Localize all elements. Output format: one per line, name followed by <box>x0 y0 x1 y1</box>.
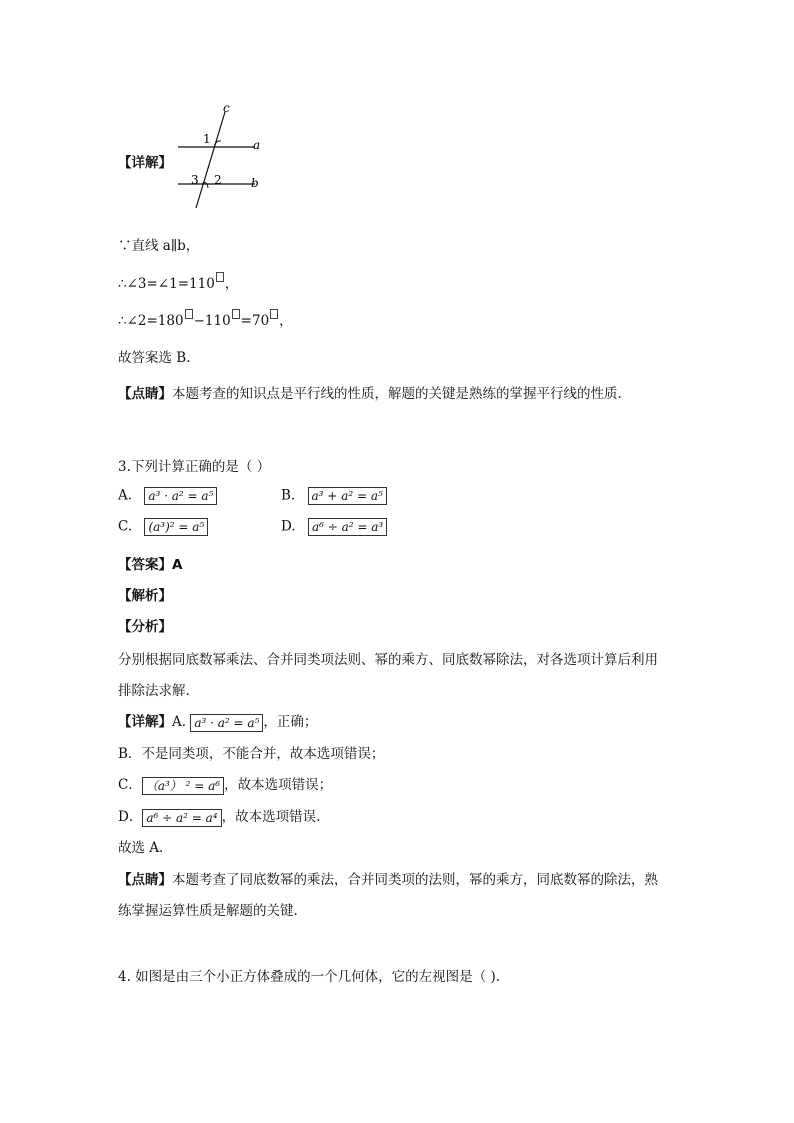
option-b <box>281 487 387 505</box>
option-d-label: D. <box>281 518 296 535</box>
detail-label-q2: 【详解】 <box>118 155 172 171</box>
solution-line-4: 故答案选 B. <box>118 350 191 366</box>
detail-b: B．不是同类项，不能合并，故本选项错误； <box>118 746 385 762</box>
fenxi-text-line-2: 排除法求解. <box>118 683 190 699</box>
detail-d-prefix: D． <box>118 809 143 825</box>
dianjing-text-q3: 本题考查了同底数幂的乘法，合并同类项的法则，幂的乘方，同底数幂的除法，熟 <box>172 872 658 888</box>
solution-line-3 <box>118 309 293 329</box>
detail-d-suffix: ，故本选项错误. <box>221 809 321 825</box>
jiexi-label: 【解析】 <box>118 588 172 604</box>
solution-line-2 <box>118 272 238 292</box>
fenxi-label: 【分析】 <box>118 619 172 635</box>
detail-a-prefix: A. <box>172 714 187 730</box>
option-c-label: C. <box>118 518 133 535</box>
solution-line-3-d: ， <box>279 313 293 329</box>
detail-c-formula: （a³） ² = a⁶ <box>142 777 224 795</box>
degree-icon <box>185 309 193 319</box>
line-c <box>196 112 225 208</box>
option-a <box>118 487 217 505</box>
option-d-formula: a⁶ ÷ a² = a³ <box>308 518 387 536</box>
dianjing-q3-line-2: 练掌握运算性质是解题的关键. <box>118 903 298 919</box>
label-b: b <box>251 176 259 190</box>
detail-c-suffix: ，故本选项错误； <box>224 777 333 793</box>
conclusion-q3: 故选 A. <box>118 840 164 856</box>
option-b-formula: a³ + a² = a⁵ <box>308 487 387 505</box>
label-3: 3 <box>191 173 199 187</box>
solution-line-3-c: =70 <box>240 313 270 329</box>
option-c <box>118 518 208 536</box>
option-c-formula: (a³)² = a⁵ <box>144 518 208 536</box>
solution-line-2-suffix: ， <box>224 276 239 292</box>
label-1: 1 <box>203 132 211 146</box>
detail-d-formula: a⁶ ÷ a² = a⁴ <box>142 809 221 827</box>
degree-icon <box>270 309 278 319</box>
degree-icon <box>232 309 240 319</box>
answer-q3: 【答案】A <box>118 557 183 573</box>
dianjing-q3-line-1 <box>118 868 658 888</box>
detail-a-formula: a³ · a² = a⁵ <box>190 714 263 732</box>
detail-d <box>118 805 320 827</box>
detail-a <box>118 710 317 732</box>
detail-c <box>118 773 332 795</box>
question-4-stem: 4. 如图是由三个小正方体叠成的一个几何体，它的左视图是（ ). <box>118 969 501 985</box>
question-3-stem: 3.下列计算正确的是（ ） <box>118 459 271 475</box>
dianjing-label-q3: 【点睛】 <box>118 872 172 888</box>
option-a-label: A. <box>118 487 133 504</box>
label-c: c <box>223 101 230 115</box>
solution-line-1: ∵直线 a∥b， <box>118 238 200 254</box>
dianjing-text: 本题考查的知识点是平行线的性质，解题的关键是熟练的掌握平行线的性质. <box>172 386 622 402</box>
solution-line-3-b: −110 <box>193 313 231 329</box>
parallel-lines-figure <box>170 100 270 212</box>
label-2: 2 <box>214 173 222 187</box>
degree-icon <box>216 272 224 282</box>
detail-c-prefix: C． <box>118 777 142 793</box>
option-a-formula: a³ · a² = a⁵ <box>144 487 217 505</box>
option-b-label: B. <box>281 487 296 504</box>
solution-line-2-text: ∴∠3=∠1=110 <box>118 276 215 292</box>
option-d <box>281 518 387 536</box>
label-a: a <box>253 138 261 152</box>
solution-line-3-a: ∴∠2=180 <box>118 313 184 329</box>
fenxi-text-line-1: 分别根据同底数幂乘法、合并同类项法则、幂的乘方、同底数幂除法，对各选项计算后利用 <box>118 652 658 668</box>
dianjing-label: 【点睛】 <box>118 386 172 402</box>
dianjing-q2 <box>118 382 622 402</box>
detail-label-q3: 【详解】 <box>118 714 172 730</box>
detail-a-suffix: ，正确； <box>263 714 318 730</box>
